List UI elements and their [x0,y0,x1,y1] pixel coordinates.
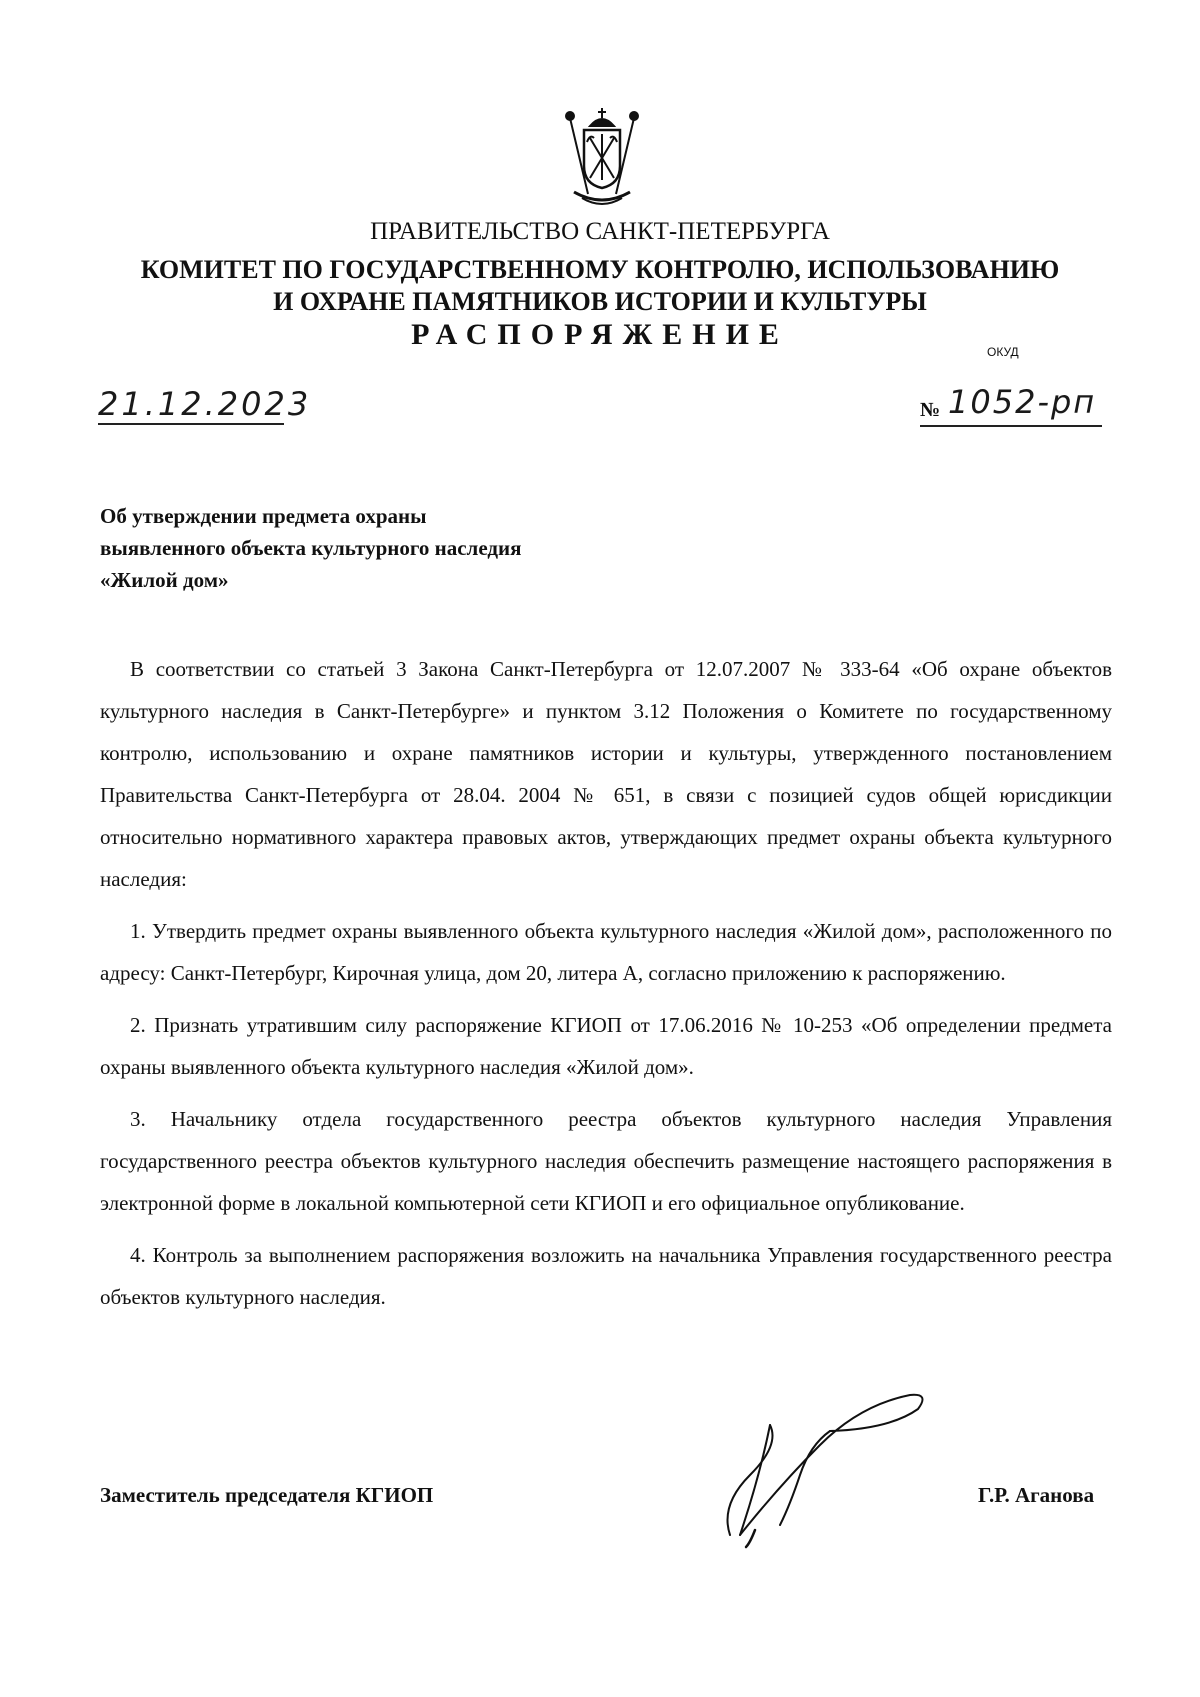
order-item-2: 2. Признать утратившим силу распоряжение КГИОП от 17.06.2016 № 10-253 «Об определении предмета охраны выявленного объекта культурного наследия «Жилой дом». [100,1013,1112,1079]
committee-name-line-1: КОМИТЕТ ПО ГОСУДАРСТВЕННОМУ КОНТРОЛЮ, ИСПОЛЬЗОВАНИЮ [140,255,1060,284]
okud-label: ОКУД [987,345,1019,359]
order-item-1: 1. Утвердить предмет охраны выявленного объекта культурного наследия «Жилой дом», расположенного по адресу: Санкт-Петербург, Кирочная улица, дом 20, литера А, согласно приложению к распоряжению. [100,919,1112,985]
order-item-3: 3. Начальнику отдела государственного реестра объектов культурного наследия Управления государственного реестра объектов культурного наследия обеспечить размещение настоящего распоряжения в электронной форме в локальной компьютерной сети КГИОП и его официальное опубликование. [100,1107,1112,1215]
subject-line-1: Об утверждении предмета охраны [100,504,427,528]
number-value: 1052-рп [948,383,1097,421]
document-body [100,648,1112,1318]
signatory-title: Заместитель председателя КГИОП [100,1483,434,1507]
coat-of-arms-icon [560,104,644,212]
subject-line-3: «Жилой дом» [100,568,229,592]
order-item-4: 4. Контроль за выполнением распоряжения возложить на начальника Управления государственного реестра объектов культурного наследия. [100,1243,1112,1309]
document-subject [100,500,800,596]
document-type: РАСПОРЯЖЕНИЕ [411,318,789,351]
number-sign: № [920,399,941,421]
signatory-name: Г.Р. Аганова [978,1483,1095,1507]
committee-name [0,254,1200,318]
preamble-paragraph: В соответствии со статьей 3 Закона Санкт-Петербурга от 12.07.2007 № 333-64 «Об охране объектов культурного наследия в Санкт-Петербурге» и пунктом 3.12 Положения о Комитете по государственному контролю, использованию и охране памятников истории и культуры, утвержденного постановлением Правительства Санкт-Петербурга от 28.04. 2004 № 651, в связи с позицией судов общей юрисдикции относительно нормативного характера правовых актов, утверждающих предмет охраны объекта культурного наследия: [100,657,1112,891]
handwritten-signature-icon [710,1385,940,1550]
document-number [920,385,1102,427]
subject-line-2: выявленного объекта культурного наследия [100,536,522,560]
government-name: ПРАВИТЕЛЬСТВО САНКТ-ПЕТЕРБУРГА [370,218,830,245]
committee-name-line-2: И ОХРАНЕ ПАМЯТНИКОВ ИСТОРИИ И КУЛЬТУРЫ [273,287,927,316]
document-date: 21.12.2023 [98,385,312,423]
